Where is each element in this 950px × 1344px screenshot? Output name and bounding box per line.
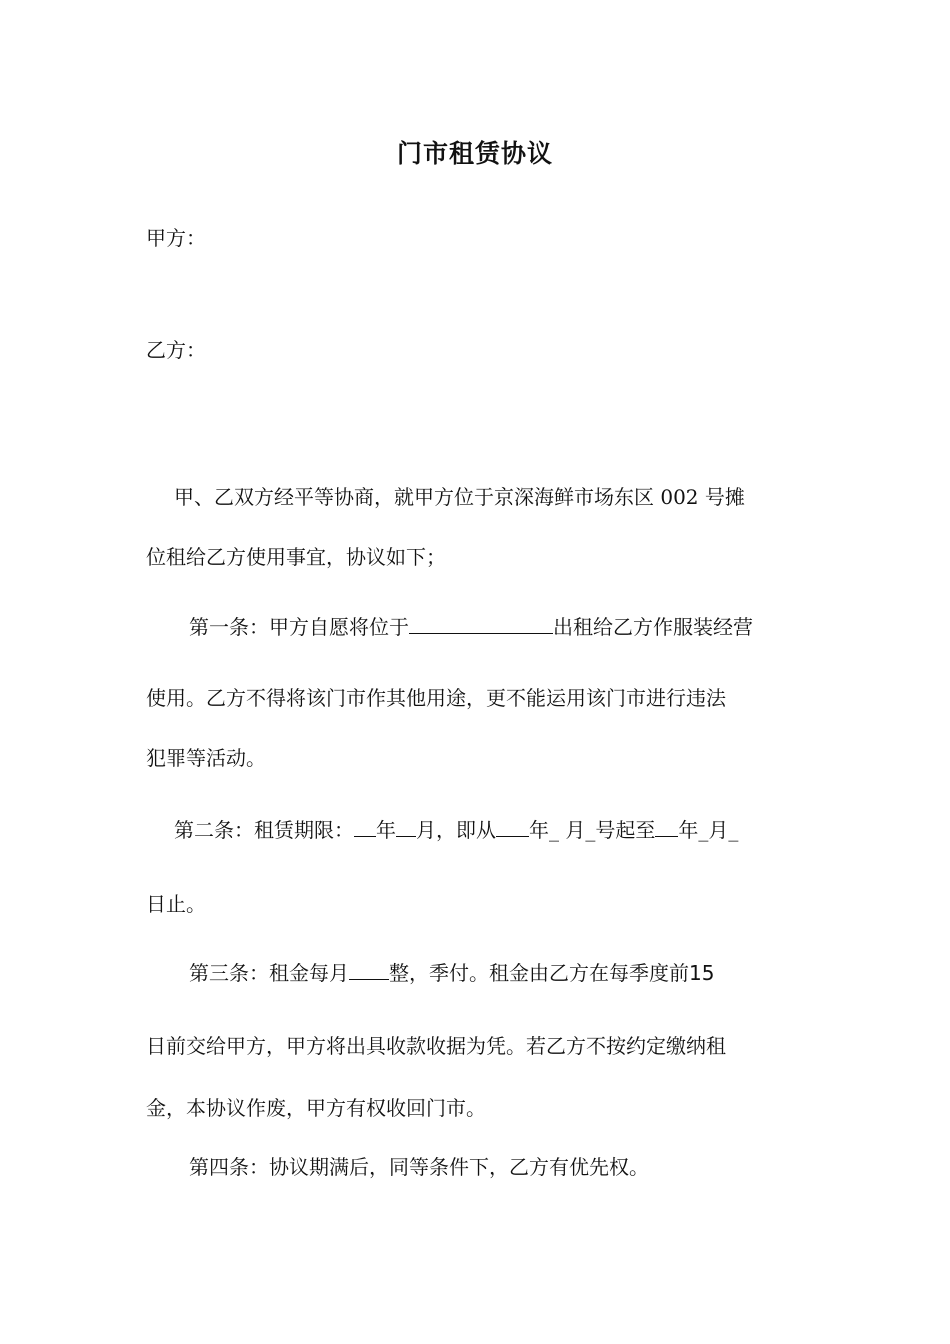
article-2-end-date-text: 年_月_ <box>678 818 739 842</box>
article-4-line-1: 第四条：协议期满后，同等条件下，乙方有优先权。 <box>189 1155 649 1179</box>
article-1-prefix: 第一条：甲方自愿将位于 <box>189 615 409 639</box>
article-3-line-1 <box>189 959 714 987</box>
article-2-lease-term-label: 第二条：租赁期限： <box>174 818 354 842</box>
article-2-start-date-text: 年_ 月_号起至 <box>529 818 656 842</box>
article-2-end-year-blank <box>655 816 678 837</box>
article-2-line-1 <box>174 816 738 844</box>
intro-line-1: 甲、乙双方经平等协商，就甲方位于京深海鲜市场东区 002 号摊 <box>174 485 745 509</box>
article-1-suffix: 出租给乙方作服装经营 <box>553 615 753 639</box>
article-2-years-blank <box>354 816 376 837</box>
article-3-day-number: 15 <box>689 961 715 985</box>
article-3-line-2: 日前交给甲方，甲方将出具收款收据为凭。若乙方不按约定缴纳租 <box>146 1034 726 1058</box>
article-2-months-blank <box>396 816 416 837</box>
article-2-start-year-blank <box>496 816 529 837</box>
article-1-location-blank <box>409 613 553 634</box>
article-3-line-3: 金，本协议作废，甲方有权收回门市。 <box>146 1096 486 1120</box>
article-2-year-unit: 年 <box>376 818 396 842</box>
article-2-line-2: 日止。 <box>146 892 206 916</box>
party-a-label: 甲方： <box>146 226 206 250</box>
article-1-line-3: 犯罪等活动。 <box>146 746 266 770</box>
article-2-from-text: 月，即从 <box>416 818 496 842</box>
document-title: 门市租赁协议 <box>396 139 553 168</box>
article-3-rent-blank <box>349 959 389 980</box>
article-1-line-2: 使用。乙方不得将该门市作其他用途，更不能运用该门市进行违法 <box>146 686 726 710</box>
article-3-prefix: 第三条：租金每月 <box>189 961 349 985</box>
article-1-line-1 <box>189 613 753 641</box>
article-3-mid: 整，季付。租金由乙方在每季度前 <box>389 961 689 985</box>
intro-line-2: 位租给乙方使用事宜，协议如下； <box>146 545 446 569</box>
party-b-label: 乙方： <box>146 338 206 362</box>
